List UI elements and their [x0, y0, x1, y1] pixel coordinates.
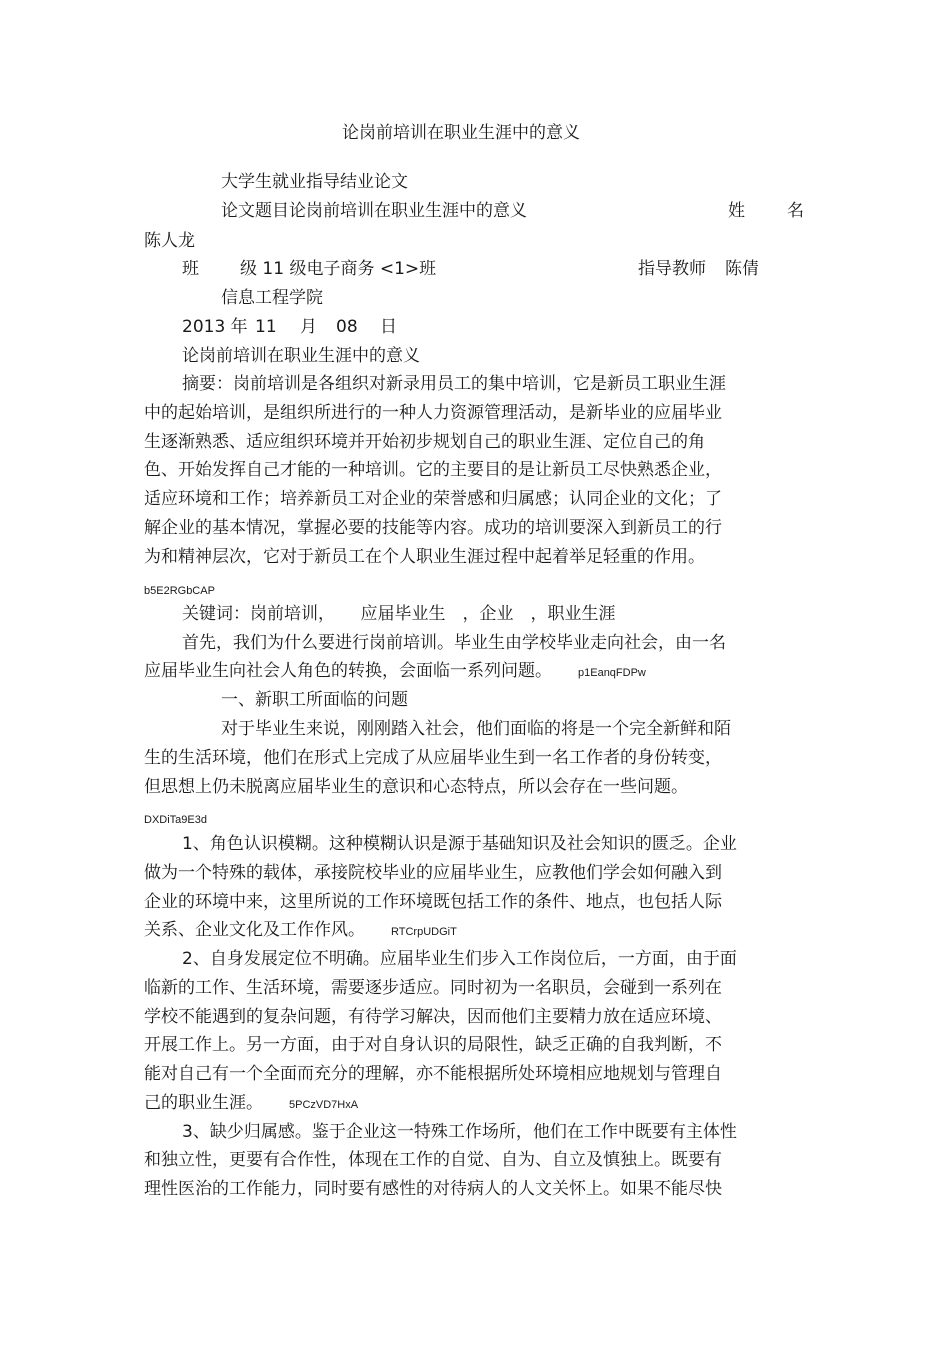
point2-line [144, 1089, 358, 1119]
watermark-code: 5PCzVD7HxA [289, 1099, 359, 1111]
point1-line: 1、角色认识模糊。这种模糊认识是源于基础知识及社会知识的匮乏。企业 [182, 834, 737, 854]
point1-line [144, 916, 457, 946]
abstract-line: 色、开始发挥自己才能的一种培训。它的主要目的是让新员工尽快熟悉企业， [144, 460, 722, 480]
point3-line: 3、缺少归属感。鉴于企业这一特殊工作场所，他们在工作中既要有主体性 [182, 1122, 737, 1142]
watermark-code: RTCrpUDGiT [391, 926, 457, 938]
class-value: 级 11 级电子商务 <1>班 [240, 259, 437, 279]
keywords: 关键词：岗前培训， 应届毕业生 ，企业 ，职业生涯 [182, 604, 616, 624]
intro-line [144, 657, 646, 687]
name-label-1: 姓 [728, 201, 745, 221]
watermark-code: DXDiTa9E3d [144, 814, 207, 826]
date-month-num: 11 [255, 317, 277, 337]
date-day-num: 08 [336, 317, 358, 337]
abstract-line: 摘要：岗前培训是各组织对新录用员工的集中培训，它是新员工职业生涯 [182, 374, 726, 394]
date-year: 2013 年 [182, 317, 248, 337]
point2-line: 临新的工作、生活环境，需要逐步适应。同时初为一名职员，会碰到一系列在 [144, 978, 722, 998]
point2-line: 能对自己有一个全面而充分的理解，亦不能根据所处环境相应地规划与管理自 [144, 1064, 722, 1084]
point2-line: 2、自身发展定位不明确。应届毕业生们步入工作岗位后，一方面，由于面 [182, 949, 737, 969]
point1-line: 做为一个特殊的载体，承接院校毕业的应届毕业生，应教他们学会如何融入到 [144, 863, 722, 883]
intro-text: 应届毕业生向社会人角色的转换，会面临一系列问题。 [144, 661, 552, 681]
abstract-line: 适应环境和工作；培养新员工对企业的荣誉感和归属感；认同企业的文化；了 [144, 489, 722, 509]
abstract-line: 解企业的基本情况，掌握必要的技能等内容。成功的培训要深入到新员工的行 [144, 518, 722, 538]
point3-line: 理性医治的工作能力，同时要有感性的对待病人的人文关怀上。如果不能尽快 [144, 1179, 722, 1199]
advisor-label: 指导教师 [638, 259, 706, 279]
college: 信息工程学院 [221, 288, 323, 308]
para-line: 对于毕业生来说，刚刚踏入社会，他们面临的将是一个完全新鲜和陌 [221, 719, 731, 739]
date-month: 月 [300, 317, 317, 337]
abstract-line: 生逐渐熟悉、适应组织环境并开始初步规划自己的职业生涯、定位自己的角 [144, 432, 705, 452]
section-heading: 一、新职工所面临的问题 [221, 690, 408, 710]
name-label-2: 名 [787, 201, 804, 221]
abstract-line: 中的起始培训，是组织所进行的一种人力资源管理活动，是新毕业的应届毕业 [144, 403, 722, 423]
point2-line: 开展工作上。另一方面，由于对自身认识的局限性，缺乏正确的自我判断，不 [144, 1035, 722, 1055]
student-name: 陈人龙 [144, 231, 195, 251]
abstract-line: 为和精神层次，它对于新员工在个人职业生涯过程中起着举足轻重的作用。 [144, 547, 705, 567]
doc-category: 大学生就业指导结业论文 [221, 172, 408, 192]
point2-text: 己的职业生涯。 [144, 1093, 263, 1113]
point1-text: 关系、企业文化及工作作风。 [144, 920, 365, 940]
point1-line: 企业的环境中来，这里所说的工作环境既包括工作的条件、地点，也包括人际 [144, 892, 722, 912]
topic-line: 论文题目论岗前培训在职业生涯中的意义 [221, 201, 527, 221]
para-line: 生的生活环境，他们在形式上完成了从应届毕业生到一名工作者的身份转变， [144, 748, 722, 768]
watermark-code: p1EanqFDPw [578, 667, 646, 679]
para-line: 但思想上仍未脱离应届毕业生的意识和心态特点，所以会存在一些问题。 [144, 777, 688, 797]
point2-line: 学校不能遇到的复杂问题，有待学习解决，因而他们主要精力放在适应环境、 [144, 1007, 722, 1027]
intro-line: 首先，我们为什么要进行岗前培训。毕业生由学校毕业走向社会，由一名 [182, 633, 726, 653]
doc-title: 论岗前培训在职业生涯中的意义 [342, 123, 580, 143]
class-label: 班 [182, 259, 199, 279]
watermark-code: b5E2RGbCAP [144, 585, 215, 597]
doc-subtitle: 论岗前培训在职业生涯中的意义 [182, 346, 420, 366]
advisor-name: 陈倩 [725, 259, 759, 279]
date-day: 日 [380, 317, 397, 337]
point3-line: 和独立性，更要有合作性，体现在工作的自觉、自为、自立及慎独上。既要有 [144, 1150, 722, 1170]
